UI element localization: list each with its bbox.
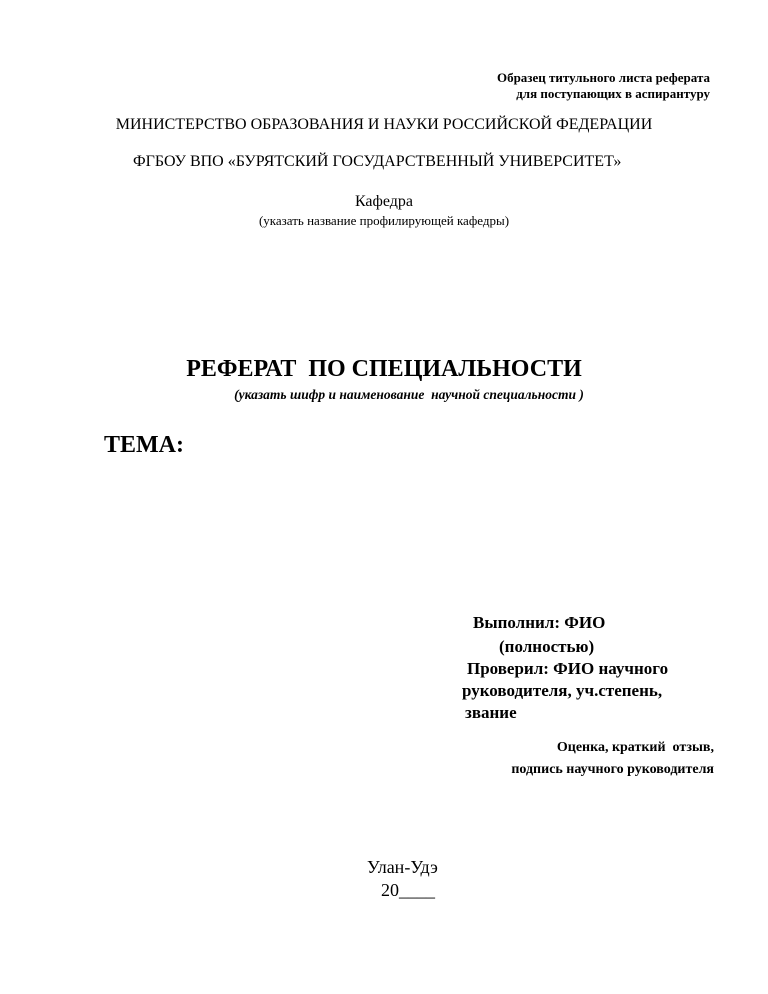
sample-note-line-2: для поступающих в аспирантуру xyxy=(516,86,710,101)
document-title: РЕФЕРАТ ПО СПЕЦИАЛЬНОСТИ xyxy=(186,356,582,382)
university-name: ФГБОУ ВПО «БУРЯТСКИЙ ГОСУДАРСТВЕННЫЙ УНИВЕРСИТЕТ» xyxy=(133,153,622,170)
grade-line-1: Оценка, краткий отзыв, xyxy=(556,740,714,755)
reviewer-line: Проверил: ФИО научного xyxy=(467,659,669,678)
department-label: Кафедра xyxy=(354,193,414,210)
year: 20____ xyxy=(381,880,435,900)
grade-line-2: подпись научного руководителя xyxy=(511,762,714,777)
document-subtitle: (указать шифр и наименование научной специальности ) xyxy=(234,387,584,402)
author-note: (полностью) xyxy=(499,637,595,656)
sample-note-line-1: Образец титульного листа реферата xyxy=(496,70,710,85)
theme-label: ТЕМА: xyxy=(104,432,184,458)
department-hint: (указать название профилирующей кафедры) xyxy=(258,213,510,228)
reviewer-rank: звание xyxy=(465,703,517,722)
reviewer-line-cont: руководителя, уч.степень, xyxy=(462,681,663,700)
author-line: Выполнил: ФИО xyxy=(473,613,606,632)
ministry-name: МИНИСТЕРСТВО ОБРАЗОВАНИЯ И НАУКИ РОССИЙСКОЙ ФЕДЕРАЦИИ xyxy=(115,116,653,133)
city: Улан-Удэ xyxy=(367,857,438,877)
